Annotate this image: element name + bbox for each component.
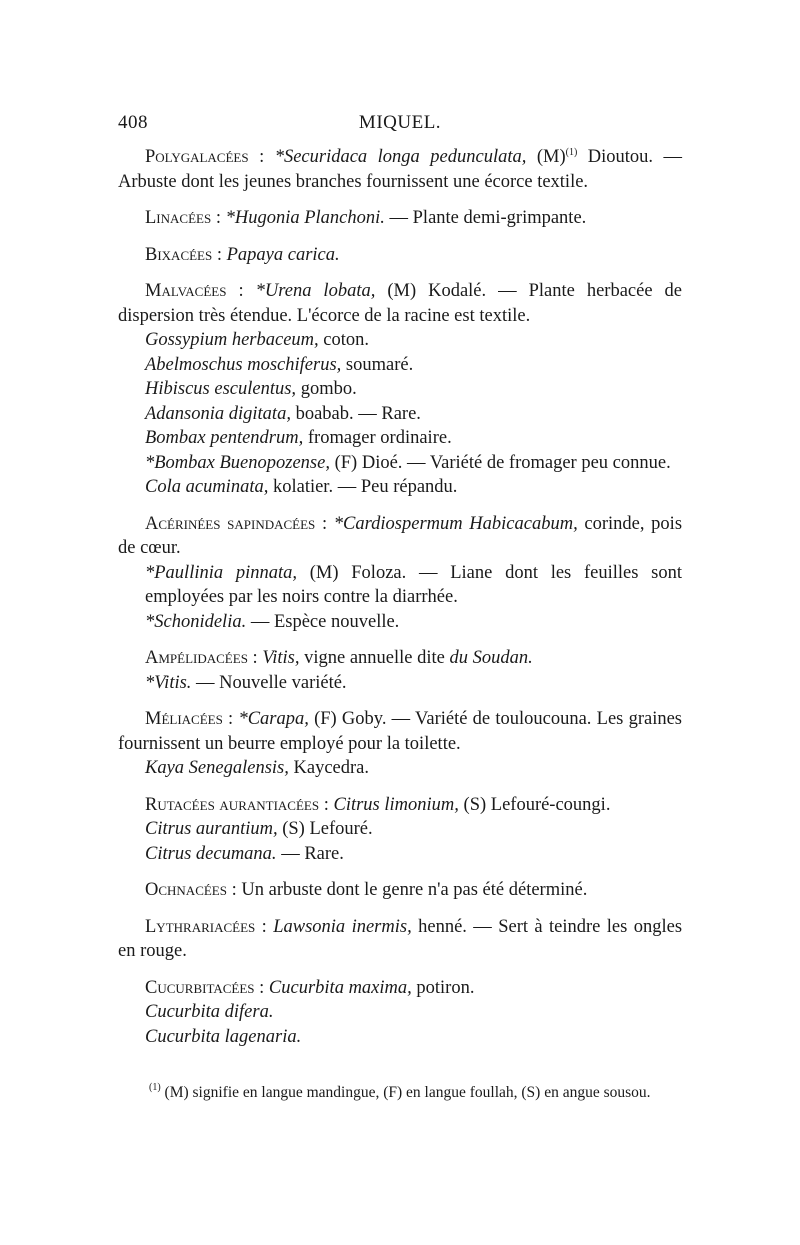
species-description: kolatier. — Peu répandu. bbox=[268, 477, 458, 497]
species-line bbox=[118, 1000, 682, 1025]
species-line bbox=[118, 451, 682, 476]
species-description: — Nouvelle variété. bbox=[191, 672, 347, 693]
species-name: Abelmoschus moschiferus, bbox=[145, 354, 342, 375]
species-name: *Securidaca longa pedunculata, bbox=[274, 147, 527, 167]
species-line bbox=[118, 671, 682, 696]
species-name: Lawsonia inermis, bbox=[273, 916, 412, 937]
species-line bbox=[118, 377, 682, 402]
species-description: — Plante demi-grimpante. bbox=[384, 208, 587, 228]
species-name: Kaya Senegalensis, bbox=[145, 758, 289, 778]
species-line bbox=[118, 426, 682, 451]
family-name: Ochnacées : bbox=[145, 880, 237, 900]
footnote-reference: (1) bbox=[565, 147, 578, 158]
page-body bbox=[118, 145, 682, 1061]
family-entry bbox=[118, 243, 682, 268]
family-entry bbox=[118, 793, 682, 867]
family-name: Méliacées : bbox=[145, 709, 234, 729]
family-name: Acérinées sapindacées : bbox=[145, 513, 328, 534]
family-entry bbox=[118, 512, 682, 635]
family-name: Polygalacées : bbox=[145, 147, 265, 167]
species-line bbox=[118, 561, 682, 610]
species-description: (M) Kodalé. — Plante herbacée de dispersion très étendue. L'écorce de la racine est textile. bbox=[118, 281, 683, 326]
family-name: Bixacées : bbox=[145, 244, 222, 265]
species-description: (S) Lefouré-coungi. bbox=[458, 794, 611, 815]
family-name: Lythrariacées : bbox=[145, 916, 267, 937]
family-line bbox=[118, 243, 682, 268]
page-number: 408 bbox=[118, 112, 148, 133]
family-name: Ampélidacées : bbox=[145, 648, 258, 668]
species-name: Vitis, bbox=[262, 648, 300, 668]
family-entry bbox=[118, 976, 682, 1050]
family-entry bbox=[118, 145, 682, 194]
species-name: *Paullinia pinnata, bbox=[145, 562, 298, 583]
species-name: Cola acuminata, bbox=[145, 477, 269, 497]
species-description: coton. bbox=[318, 330, 370, 350]
footnote-mark: (1) bbox=[149, 1082, 161, 1093]
family-entry bbox=[118, 206, 682, 231]
species-name: Hibiscus esculentus, bbox=[145, 379, 297, 399]
species-name: Cucurbita maxima, bbox=[268, 977, 412, 998]
species-name: Citrus limonium, bbox=[333, 794, 459, 815]
species-name: Bombax pentendrum, bbox=[145, 428, 304, 448]
family-name: Rutacées aurantiacées : bbox=[145, 794, 329, 815]
family-line bbox=[118, 512, 682, 561]
family-line bbox=[118, 793, 682, 818]
page-header bbox=[118, 112, 682, 138]
family-entry bbox=[118, 878, 682, 903]
family-name: Cucurbitacées : bbox=[145, 977, 265, 998]
species-description: Un arbuste dont le genre n'a pas été déterminé. bbox=[241, 880, 588, 900]
running-title: MIQUEL. bbox=[358, 112, 442, 133]
species-line bbox=[118, 610, 682, 635]
family-line bbox=[118, 145, 682, 194]
species-line bbox=[118, 842, 682, 867]
footnote-text: (M) signifie en langue mandingue, (F) en langue foullah, (S) en angue sousou. bbox=[160, 1084, 651, 1101]
family-entry bbox=[118, 279, 682, 500]
family-entry bbox=[118, 915, 682, 964]
species-description: henné. — Sert à teindre les ongles en rouge. bbox=[118, 916, 683, 961]
species-name: *Cardiospermum Habicacabum, bbox=[333, 513, 578, 534]
species-name: Papaya carica. bbox=[226, 244, 340, 265]
species-line bbox=[118, 1025, 682, 1050]
species-name: Adansonia digitata, bbox=[145, 403, 291, 424]
species-line bbox=[118, 756, 682, 781]
species-description: soumaré. bbox=[341, 354, 414, 375]
family-line bbox=[118, 206, 682, 231]
species-line bbox=[118, 353, 682, 378]
species-description: (S) Lefouré. bbox=[277, 819, 373, 839]
species-description: (M) Foloza. — Liane dont les feuilles sont employées par les noirs contre la diarrhée. bbox=[145, 562, 683, 607]
family-name: Linacées : bbox=[145, 208, 221, 228]
species-name: Gossypium herbaceum, bbox=[145, 330, 319, 350]
species-description: vigne annuelle dite bbox=[299, 648, 450, 668]
species-qualifier: du Soudan. bbox=[449, 648, 533, 668]
species-line bbox=[118, 817, 682, 842]
family-line bbox=[118, 707, 682, 756]
species-line bbox=[118, 328, 682, 353]
species-name: *Hugonia Planchoni. bbox=[225, 208, 385, 228]
species-description: (F) Dioé. — Variété de fromager peu connue. bbox=[329, 452, 671, 473]
species-description: boabab. — Rare. bbox=[290, 403, 421, 424]
species-description: gombo. bbox=[296, 379, 357, 399]
species-description: fromager ordinaire. bbox=[303, 428, 452, 448]
species-description: — Rare. bbox=[276, 843, 344, 864]
species-description: Kaycedra. bbox=[288, 758, 369, 778]
family-line bbox=[118, 646, 682, 671]
family-line bbox=[118, 976, 682, 1001]
species-description: (F) Goby. — Variété de touloucouna. Les graines fournissent un beurre employé pour la toilette. bbox=[118, 709, 682, 754]
species-description: corinde, pois de cœur. bbox=[118, 513, 683, 558]
species-name: *Vitis. bbox=[145, 672, 192, 693]
species-name: *Bombax Buenopozense, bbox=[145, 452, 330, 473]
species-description: (M) bbox=[526, 147, 566, 167]
species-line bbox=[118, 402, 682, 427]
species-description-continued: Dioutou. — Arbuste dont les jeunes branches fournissent une écorce textile. bbox=[118, 147, 683, 192]
species-name: Citrus aurantium, bbox=[145, 819, 278, 839]
species-description: potiron. bbox=[411, 977, 475, 998]
species-name: Cucurbita lagenaria. bbox=[145, 1026, 302, 1047]
species-name: Citrus decumana. bbox=[145, 843, 277, 864]
species-line bbox=[118, 475, 682, 500]
family-line bbox=[118, 878, 682, 903]
species-name: *Urena lobata, bbox=[255, 281, 376, 301]
footnote bbox=[135, 1082, 682, 1104]
family-entry bbox=[118, 646, 682, 695]
family-line bbox=[118, 279, 682, 328]
species-name: *Schonidelia. bbox=[145, 611, 247, 632]
family-line bbox=[118, 915, 682, 964]
family-name: Malvacées : bbox=[145, 281, 244, 301]
species-description: — Espèce nouvelle. bbox=[246, 611, 400, 632]
family-entry bbox=[118, 707, 682, 781]
species-name: *Carapa, bbox=[238, 709, 309, 729]
species-name: Cucurbita difera. bbox=[145, 1002, 274, 1022]
